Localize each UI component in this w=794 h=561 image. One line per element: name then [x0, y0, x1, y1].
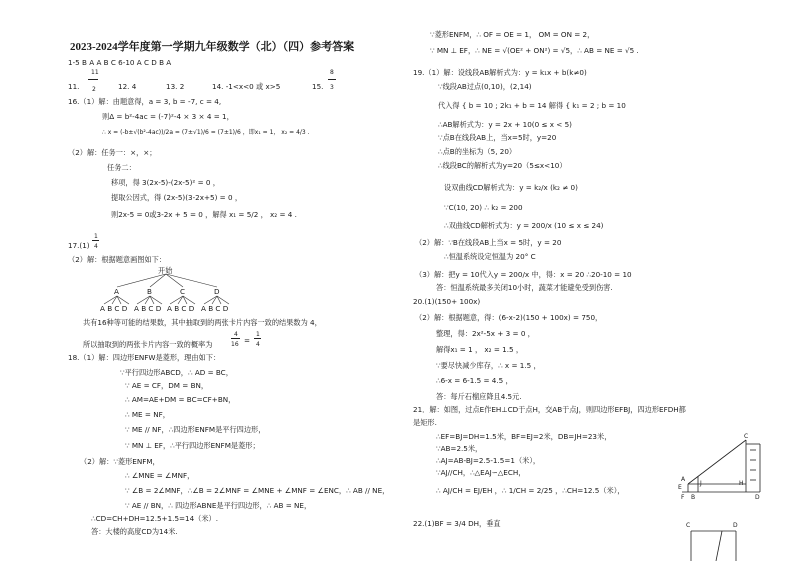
q12: 12. 4 [118, 82, 137, 91]
q21-6: ∵AJ//CH，∴△EAJ∽△ECH， [436, 468, 526, 477]
q17-3: 共有16种等可能的结果数，其中抽取到的两张卡片内容一致的结果数为 4， [83, 318, 322, 327]
q15-den: 3 [330, 84, 334, 91]
q20-5: ∵要尽快减少库存，∴ x = 1.5 ， [436, 361, 541, 370]
q19-8: 设双曲线CD解析式为：y = k₂/x (k₂ ≠ 0) [444, 183, 578, 192]
tree-node-d: D [214, 287, 220, 296]
q17-4-den: 16 [231, 341, 239, 348]
q20-1: 20.(1)(150+ 100x) [413, 297, 481, 306]
q18-8: （2）解：∵菱形ENFM， [80, 457, 160, 466]
q17-4-num: 4 [234, 331, 238, 338]
q13: 13. 2 [166, 82, 185, 91]
q19-6: ∴点B的坐标为（5, 20） [438, 147, 517, 156]
q21-1: 21．解：如图，过点E作EH⊥CD于点H，交AB于点J，则四边形EFBJ，四边形EFDH都 [413, 405, 686, 414]
q16-line8: 则2x-5 = 0或3-2x + 5 = 0 ，解得 x₁ = 5/2 ， x₂ = 4 . [111, 210, 297, 219]
q21-4: ∵AB=2.5米， [436, 444, 483, 453]
square-figure [688, 529, 740, 561]
tree-leaves-a: A B C D [100, 304, 128, 313]
fig2-label-c: C [686, 522, 691, 529]
q18-12: ∴CD=CH+DH=12.5+1.5=14（米）. [91, 514, 219, 523]
fig-label-c: C [744, 433, 749, 440]
q19-9: ∵C(10, 20) ∴ k₂ = 200 [444, 203, 523, 212]
q19-13: （3）解：把y = 10代入y = 200/x 中，得：x = 20 ∴20-10 = 10 [415, 270, 632, 279]
page-title: 2023-2024学年度第一学期九年级数学（北）（四）参考答案 [70, 41, 355, 53]
q19-5: ∵点B在线段AB上，当x=5时，y=20 [438, 133, 557, 142]
q14: 14. -1<x<0 或 x>5 [212, 82, 281, 91]
q15: 15. [312, 82, 324, 91]
q21-3: ∴EF=BJ=DH=1.5米，BF=EJ=2米，DB=JH=23米， [436, 432, 612, 441]
fig-label-f: F [681, 494, 685, 501]
q22-1: 22.(1)BF = 3/4 DH，垂直 [413, 519, 501, 528]
fig-label-d: D [755, 494, 760, 501]
q11-num: 11 [91, 69, 99, 76]
q16-line3: ∴ x = (-b±√(b²-4ac))/2a = (7±√1)/6 = (7±1)/6 ，即x₁ = 1， x₂ = 4/3 . [102, 129, 310, 136]
q19-2: ∵线段AB过点(0,10)，(2,14) [438, 82, 532, 91]
tree-leaves-c: A B C D [167, 304, 195, 313]
q20-3: 整理，得：2x²-5x + 3 = 0 ， [436, 329, 535, 338]
q11-fraction-bar [88, 79, 98, 80]
q17-1-num: 1 [94, 233, 98, 240]
q19-10: ∴双曲线CD解析式为：y = 200/x (10 ≤ x ≤ 24) [444, 221, 604, 230]
q17-4-bar [231, 338, 240, 339]
q15-fraction-bar [328, 79, 336, 80]
q15-num: 8 [330, 69, 334, 76]
fig-label-a: A [681, 476, 686, 483]
q19-4: ∴AB解析式为：y = 2x + 10(0 ≤ x < 5) [438, 120, 572, 129]
q18-2: ∵平行四边形ABCD，∴ AD = BC， [120, 368, 233, 377]
building-figure [676, 432, 766, 498]
q16-line7: 提取公因式，得 (2x-5)(3-2x+5) = 0 ， [111, 193, 243, 202]
q16-line1: 16.（1）解：由题意得，a = 3, b = -7, c = 4, [68, 97, 222, 106]
q16-line6: 移项，得 3(2x-5)-(2x-5)² = 0 ， [111, 178, 220, 187]
q20-7: 答：每斤石榴应降且4.5元. [436, 392, 522, 401]
q18-7: ∵ MN ⊥ EF，∴平行四边形ENFM是菱形； [125, 441, 260, 450]
q19-3: 代入得 { b = 10 ; 2k₁ + b = 14 解得 { k₁ = 2 ; b = 10 [438, 101, 626, 110]
q17-1-den: 4 [94, 243, 98, 250]
q17-fraction-bar [92, 240, 99, 241]
fig2-label-d: D [733, 522, 738, 529]
q17-4-num2: 1 [256, 331, 260, 338]
q21-5: ∴AJ=AB-BJ=2.5-1.5=1（米）， [436, 456, 541, 465]
r1: ∵ MN ⊥ EF，∴ NE = √(OE² + ON²) = √5，∴ AB = NE = √5 . [430, 46, 639, 55]
q18-4: ∴ AM=AE+DM = BC=CF+BN， [125, 395, 236, 404]
q19-1: 19.（1）解：设线段AB解析式为：y = k₁x + b(k≠0) [413, 68, 587, 77]
fig-label-j: J [700, 480, 702, 487]
q18-3: ∵ AE = CF，DM = BN， [125, 381, 209, 390]
q11-den: 2 [92, 86, 96, 93]
mc-answers: 1-5 B A A B C 6-10 A C D B A [68, 58, 172, 67]
fig-label-e: E [678, 484, 682, 491]
q18-1: 18.（1）解：四边形ENFW是菱形，理由如下： [68, 353, 221, 362]
q17-1: 17.(1) [68, 241, 90, 250]
q19-11: （2）解：∵B在线段AB上当x = 5时，y = 20 [415, 238, 562, 247]
q19-14: 答：恒温系统最多关闭10小时，蔬菜才能避免受到伤害. [436, 283, 613, 292]
q19-12: ∴恒温系统设定恒温为 20° C [444, 252, 536, 261]
tree-node-c: C [180, 287, 186, 296]
tree-node-b: B [147, 287, 152, 296]
q17-4-eq: = [244, 336, 251, 345]
fig-label-b: B [691, 494, 696, 501]
q18-13: 答：大楼的高度CD为14米. [91, 527, 178, 536]
q17-4-den2: 4 [256, 341, 260, 348]
q17-2: （2）解：根据题意画图如下： [68, 255, 167, 264]
q18-9: ∴ ∠MNE = ∠MNF， [125, 471, 195, 480]
q18-11: ∵ AE // BN，∴ 四边形ABNE是平行四边形，∴ AB = NE， [125, 501, 312, 510]
q11: 11. [68, 82, 80, 91]
q21-2: 是矩形. [413, 418, 437, 427]
q16-line4: （2）解：任务一：×，×； [68, 148, 157, 157]
tree-node-a: A [114, 287, 119, 296]
q16-line5: 任务二： [107, 163, 136, 172]
q20-2: （2）解：根据题意，得：(6-x-2)(150 + 100x) = 750， [415, 313, 603, 322]
tree-leaves-d: A B C D [201, 304, 229, 313]
tree-root-label: 开始 [158, 266, 173, 275]
tree-leaves-b: A B C D [134, 304, 162, 313]
q18-6: ∵ ME // NF，∴四边形ENFM是平行四边形， [125, 425, 266, 434]
q21-7: ∴ AJ/CH = EJ/EH ，∴ 1/CH = 2/25 ，∴CH=12.5（米）， [436, 486, 625, 495]
q16-line2: 则Δ = b²-4ac = (-7)²-4 × 3 × 4 = 1， [102, 112, 234, 121]
q18-10: ∵ ∠B = 2∠MNF，∴∠B = 2∠MNF = ∠MNE + ∠MNF = ∠ENC，∴ AB // NE， [125, 486, 390, 495]
q17-4: 所以抽取到的两张卡片内容一致的概率为 [83, 340, 213, 349]
q18-5: ∴ ME = NF， [125, 410, 170, 419]
q20-6: ∴6-x = 6-1.5 = 4.5 ， [436, 376, 513, 385]
r0: ∵菱形ENFM，∴ OF = OE = 1， OM = ON = 2， [430, 30, 595, 39]
fig-label-h: H [739, 480, 744, 487]
q17-4-bar2 [254, 338, 261, 339]
q20-4: 解得x₁ = 1 ， x₂ = 1.5 ， [436, 345, 524, 354]
q19-7: ∴线段BC的解析式为y=20（5≤x<10） [438, 161, 567, 170]
